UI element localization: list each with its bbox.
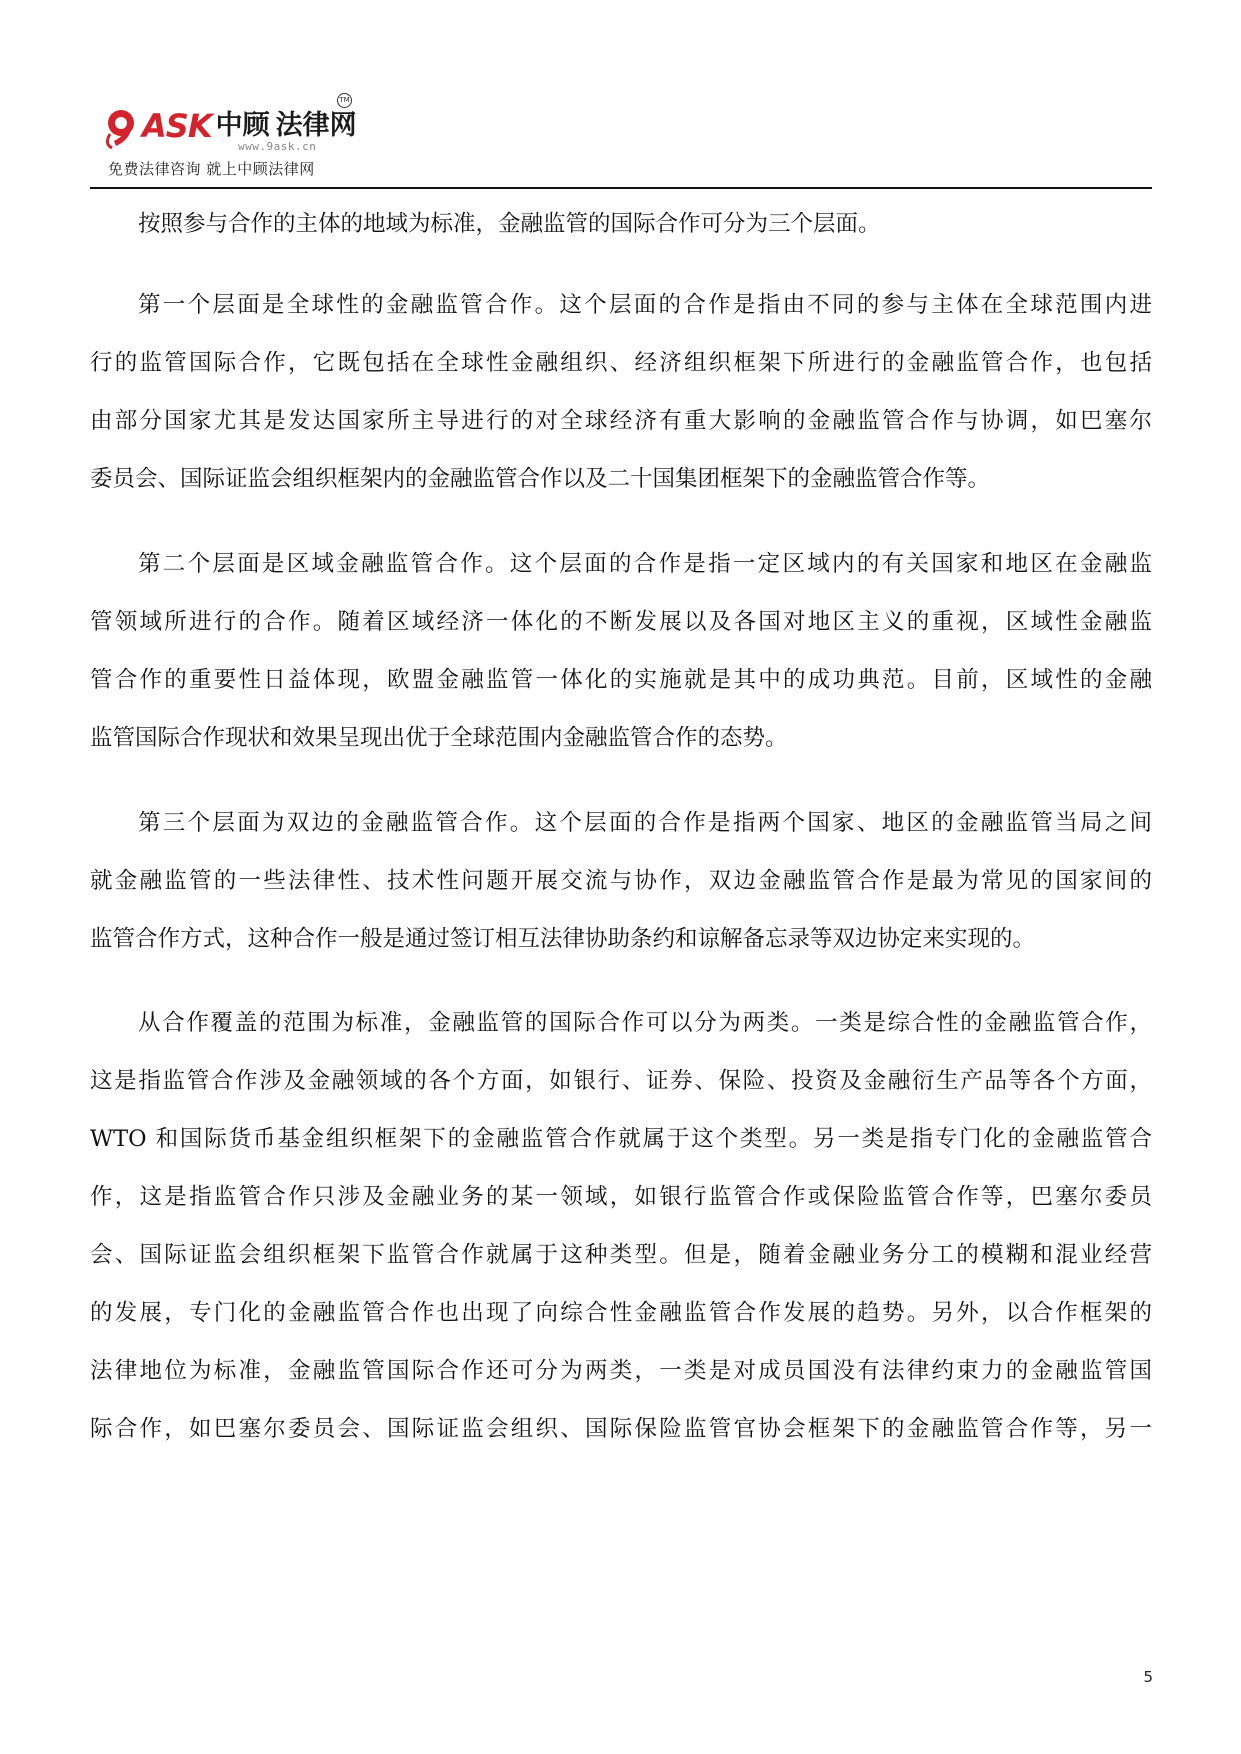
paragraph-line: 第三个层面为双边的金融监管合作。这个层面的合作是指两个国家、地区的金融监管当局之间 xyxy=(138,810,1152,836)
paragraph-line: WTO 和国际货币基金组织框架下的金融监管合作就属于这个类型。另一类是指专门化的金融监管合 xyxy=(90,1126,1152,1152)
paragraph-line: 第二个层面是区域金融监管合作。这个层面的合作是指一定区域内的有关国家和地区在金融监 xyxy=(138,551,1152,577)
site-logo[interactable] xyxy=(102,106,357,150)
paragraph-line: 这是指监管合作涉及金融领域的各个方面，如银行、证券、保险、投资及金融衍生产品等各个方面， xyxy=(90,1068,1152,1094)
paragraph-line: 从合作覆盖的范围为标准，金融监管的国际合作可以分为两类。一类是综合性的金融监管合作， xyxy=(138,1010,1152,1036)
paragraph-line: 行的监管国际合作，它既包括在全球性金融组织、经济组织框架下所进行的金融监管合作，也包括 xyxy=(90,350,1152,376)
header-slogan: 免费法律咨询 就上中顾法律网 xyxy=(108,160,315,178)
logo-mark-9 xyxy=(102,106,140,150)
page-number: 5 xyxy=(1143,1668,1153,1686)
paragraph-line: 管合作的重要性日益体现，欧盟金融监管一体化的实施就是其中的成功典范。目前，区域性的金融 xyxy=(90,667,1152,693)
paragraph-line: 就金融监管的一些法律性、技术性问题开展交流与协作，双边金融监管合作是最为常见的国家间的 xyxy=(90,868,1152,894)
paragraph-line: 按照参与合作的主体的地域为标准，金融监管的国际合作可分为三个层面。 xyxy=(138,211,881,237)
logo-brand-name: 中顾 xyxy=(215,110,270,141)
paragraph-line: 际合作，如巴塞尔委员会、国际证监会组织、国际保险监管官协会框架下的金融监管合作等，另一 xyxy=(90,1416,1152,1442)
paragraph-line: 第一个层面是全球性的金融监管合作。这个层面的合作是指由不同的参与主体在全球范围内进 xyxy=(138,292,1152,318)
site-header xyxy=(90,88,410,188)
paragraph-line: 法律地位为标准，金融监管国际合作还可分为两类，一类是对成员国没有法律约束力的金融监管国 xyxy=(90,1358,1152,1384)
paragraph-line: 由部分国家尤其是发达国家所主导进行的对全球经济有重大影响的金融监管合作与协调，如巴塞尔 xyxy=(90,408,1152,434)
paragraph-line: 监管合作方式，这种合作一般是通过签订相互法律协助条约和谅解备忘录等双边协定来实现的。 xyxy=(90,926,1036,952)
trademark-mark: TM xyxy=(337,93,352,108)
paragraph-line: 的发展，专门化的金融监管合作也出现了向综合性金融监管合作发展的趋势。另外，以合作框架的 xyxy=(90,1300,1152,1326)
paragraph-line: 作，这是指监管合作只涉及金融业务的某一领域，如银行监管合作或保险监管合作等，巴塞尔委员 xyxy=(90,1184,1152,1210)
logo-ask-text: ASK xyxy=(142,107,212,145)
paragraph-line: 管领域所进行的合作。随着区域经济一体化的不断发展以及各国对地区主义的重视，区域性金融监 xyxy=(90,609,1152,635)
paragraph-line: 监管国际合作现状和效果呈现出优于全球范围内金融监管合作的态势。 xyxy=(90,725,788,751)
paragraph-line: 委员会、国际证监会组织框架内的金融监管合作以及二十国集团框架下的金融监管合作等。 xyxy=(90,466,991,492)
header-divider xyxy=(90,187,1152,189)
logo-site-name: 法律网 xyxy=(275,110,357,141)
paragraph-line: 会、国际证监会组织框架下监管合作就属于这种类型。但是，随着金融业务分工的模糊和混业经营 xyxy=(90,1242,1152,1268)
logo-url: www.9ask.cn xyxy=(238,140,317,153)
